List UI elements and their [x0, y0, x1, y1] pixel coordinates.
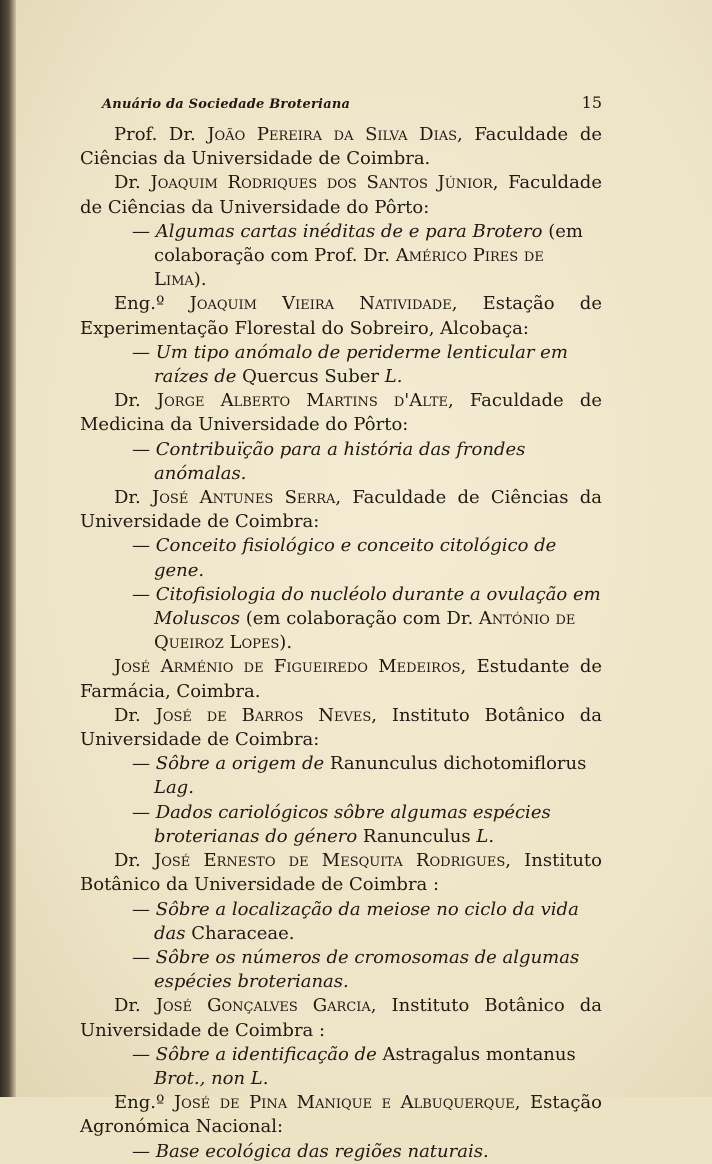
work-title: — Sôbre a identificação de Astragalus montanus Brot., non L. — [132, 1043, 576, 1089]
entry-author: Dr. Jorge Alberto Martins d'Alte, Faculdade de Medicina da Universidade do Pôrto: — [80, 390, 602, 436]
author-name: José Ernesto de Mesquita Rodrigues — [153, 850, 506, 872]
work-title: — Sôbre a origem de Ranunculus dichotomiflorus Lag. — [132, 753, 587, 799]
work-title: — Dados cariológicos sôbre algumas espécies broterianas do género Ranunculus L. — [132, 801, 551, 847]
work-title: — Citofisiologia do nucléolo durante a ovulação em Moluscos (em colaboração com Dr. António de Queiroz Lopes). — [132, 583, 601, 654]
book-page — [16, 0, 712, 1162]
work-title: — Conceito fisiológico e conceito citológico de gene. — [132, 535, 557, 581]
author-name: José Gonçalves Garcia — [155, 995, 371, 1017]
work-title: — Sôbre a localização da meiose no ciclo da vida das Characeae. — [132, 898, 579, 944]
coauthor-name: António de Queiroz Lopes — [154, 608, 576, 654]
work-title: — Um tipo anómalo de periderme lenticular em raízes de Quercus Suber L. — [132, 341, 568, 388]
author-name: José Antunes Serra — [152, 487, 336, 509]
author-name: Joaquim Vieira Natividade — [189, 293, 452, 315]
author-name: João Pereira da Silva Dias — [207, 124, 458, 145]
page-header — [102, 93, 602, 117]
work-title: — Contribuïção para a história das frondes anómalas. — [132, 438, 526, 484]
entry-author: Dr. José Ernesto de Mesquita Rodrigues, Instituto Botânico da Universidade de Coimbra : — [80, 850, 602, 896]
book-spine-shadow — [0, 0, 16, 1097]
author-name: Joaquim Rodriques dos Santos Júnior — [150, 172, 493, 194]
work-title: — Sôbre os números de cromosomas de algumas espécies broterianas. — [132, 946, 580, 993]
entry-author: José Arménio de Figueiredo Medeiros, Estudante de Farmácia, Coimbra. — [80, 656, 602, 702]
entry-author: Prof. Dr. João Pereira da Silva Dias, Faculdade de Ciências da Universidade de Coimbra. — [80, 124, 602, 170]
author-name: José de Barros Neves — [155, 704, 372, 726]
running-head: Anuário da Sociedade Broteriana — [102, 97, 351, 112]
author-name: Jorge Alberto Martins d'Alte — [156, 390, 448, 412]
entry-author: Dr. José de Barros Neves, Instituto Botânico da Universidade de Coimbra: — [80, 704, 602, 751]
page-number: 15 — [581, 93, 602, 112]
author-name: José de Pina Manique e Albuquerque — [173, 1092, 515, 1114]
work-title: — Base ecológica das regiões naturais. — [132, 1140, 489, 1162]
entry-author: Dr. José Antunes Serra, Faculdade de Ciências da Universidade de Coimbra: — [80, 487, 602, 533]
coauthor-name: Américo Pires de Lima — [154, 245, 544, 291]
entry-author: Dr. Joaquim Rodriques dos Santos Júnior, Faculdade de Ciências da Universidade do Pôrto: — [80, 172, 602, 218]
page-body — [80, 123, 602, 1164]
author-name: José Arménio de Figueiredo Medeiros — [114, 656, 461, 678]
work-title: — Algumas cartas inéditas de e para Brotero (em colaboração com Prof. Dr. Américo Pires de Lima). — [132, 220, 583, 291]
entry-author: Dr. José Gonçalves Garcia, Instituto Botânico da Universidade de Coimbra : — [80, 995, 602, 1041]
entry-author: Eng.º Joaquim Vieira Natividade, Estação de Experimentação Florestal do Sobreiro, Alcobaça: — [80, 293, 602, 339]
entry-author: Eng.º José de Pina Manique e Albuquerque, Estação Agronómica Nacional: — [80, 1092, 602, 1138]
